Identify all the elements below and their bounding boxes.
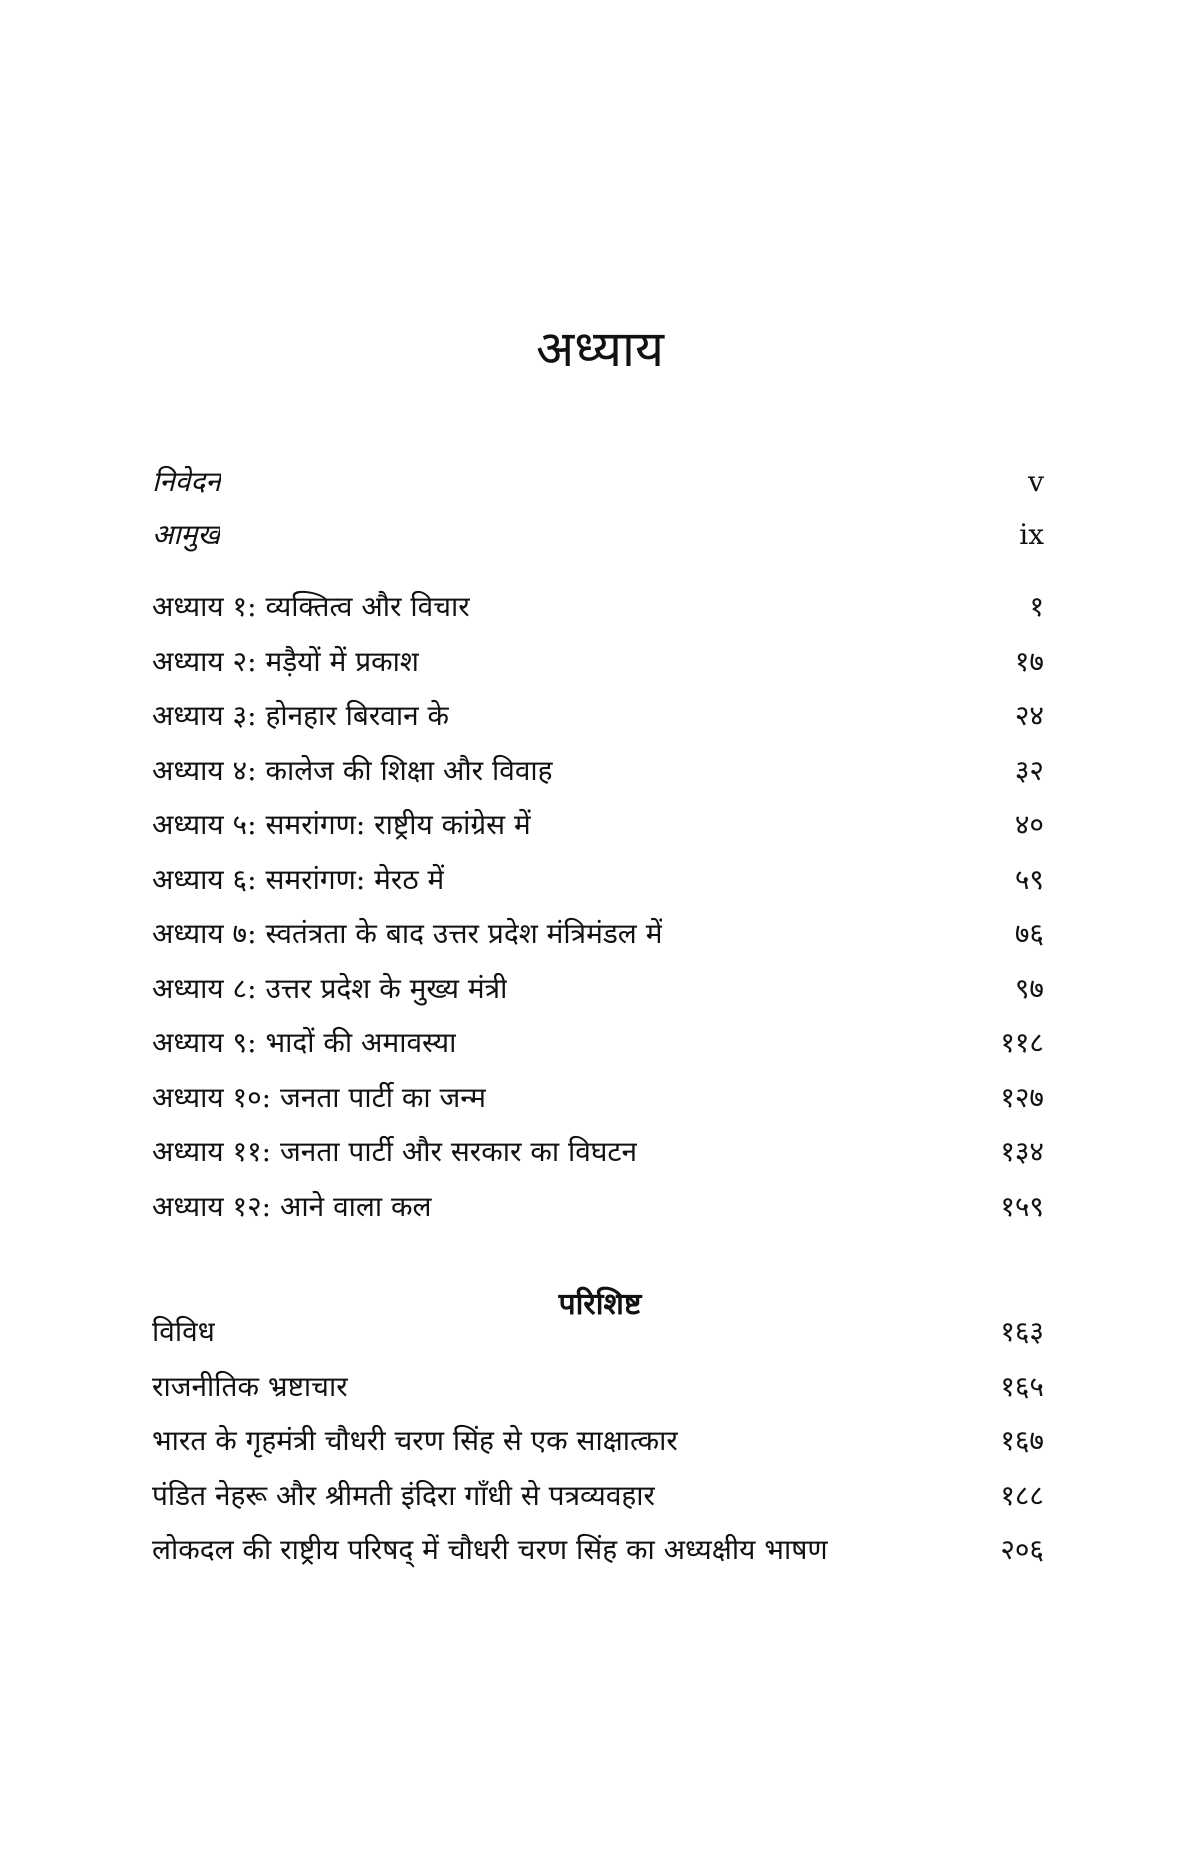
entry-label: अध्याय १२: आने वाला कल bbox=[152, 1189, 432, 1223]
toc-entry[interactable] bbox=[152, 508, 1044, 561]
chapters-list bbox=[152, 580, 1044, 1234]
toc-entry[interactable] bbox=[152, 455, 1044, 508]
entry-page: ix bbox=[1019, 518, 1044, 551]
appendix-heading: परिशिष्ट bbox=[558, 1286, 642, 1322]
toc-entry[interactable] bbox=[152, 1305, 1044, 1360]
entry-label: लोकदल की राष्ट्रीय परिषद् में चौधरी चरण सिंह का अध्यक्षीय भाषण bbox=[152, 1533, 828, 1566]
toc-entry[interactable] bbox=[152, 1360, 1044, 1415]
toc-entry[interactable] bbox=[152, 744, 1044, 799]
entry-page: १७ bbox=[1014, 644, 1044, 678]
entry-page: ११८ bbox=[1000, 1026, 1044, 1059]
entry-page: ९७ bbox=[1014, 971, 1044, 1005]
toc-entry[interactable] bbox=[152, 1469, 1044, 1524]
entry-page: १२७ bbox=[1000, 1080, 1044, 1114]
entry-label: अध्याय २: मड़ैयों में प्रकाश bbox=[152, 644, 419, 678]
entry-page: १८८ bbox=[1000, 1478, 1044, 1512]
entry-page: ३२ bbox=[1014, 753, 1044, 787]
entry-page: १६५ bbox=[1000, 1369, 1044, 1403]
toc-entry[interactable] bbox=[152, 962, 1044, 1017]
entry-label: अध्याय ९: भादों की अमावस्या bbox=[152, 1026, 457, 1059]
entry-page: १६३ bbox=[1000, 1315, 1044, 1348]
entry-page: v bbox=[1028, 465, 1044, 498]
appendix-list bbox=[152, 1305, 1044, 1578]
toc-entry[interactable] bbox=[152, 1523, 1044, 1578]
entry-page: २०६ bbox=[1000, 1533, 1044, 1566]
entry-page: १३४ bbox=[1000, 1135, 1044, 1168]
entry-label: अध्याय १०: जनता पार्टी का जन्म bbox=[152, 1080, 486, 1114]
toc-entry[interactable] bbox=[152, 580, 1044, 635]
page-title: अध्याय bbox=[536, 319, 664, 378]
toc-entry[interactable] bbox=[152, 798, 1044, 853]
entry-label: राजनीतिक भ्रष्टाचार bbox=[152, 1369, 348, 1403]
toc-entry[interactable] bbox=[152, 635, 1044, 690]
preliminaries-list bbox=[152, 455, 1044, 561]
entry-label: अध्याय ४: कालेज की शिक्षा और विवाह bbox=[152, 753, 553, 787]
entry-label: आमुख bbox=[152, 518, 221, 551]
toc-entry[interactable] bbox=[152, 689, 1044, 744]
toc-entry[interactable] bbox=[152, 1071, 1044, 1126]
entry-label: अध्याय ८: उत्तर प्रदेश के मुख्य मंत्री bbox=[152, 971, 508, 1005]
entry-label: अध्याय ३: होनहार बिरवान के bbox=[152, 699, 450, 732]
toc-entry[interactable] bbox=[152, 1180, 1044, 1235]
entry-page: ४० bbox=[1014, 808, 1044, 841]
entry-label: भारत के गृहमंत्री चौधरी चरण सिंह से एक साक्षात्कार bbox=[152, 1424, 678, 1457]
toc-entry[interactable] bbox=[152, 1414, 1044, 1469]
entry-page: १५९ bbox=[1000, 1189, 1044, 1223]
entry-page: १ bbox=[1029, 590, 1044, 623]
toc-entry[interactable] bbox=[152, 1125, 1044, 1180]
entry-label: अध्याय ११: जनता पार्टी और सरकार का विघटन bbox=[152, 1135, 638, 1168]
toc-entry[interactable] bbox=[152, 1016, 1044, 1071]
toc-entry[interactable] bbox=[152, 907, 1044, 962]
entry-label: विविध bbox=[152, 1315, 215, 1348]
entry-page: २४ bbox=[1014, 699, 1044, 732]
entry-label: अध्याय ५: समरांगण: राष्ट्रीय कांग्रेस में bbox=[152, 808, 531, 841]
entry-label: निवेदन bbox=[152, 465, 221, 498]
entry-label: अध्याय ७: स्वतंत्रता के बाद उत्तर प्रदेश मंत्रिमंडल में bbox=[152, 917, 663, 950]
entry-label: अध्याय ६: समरांगण: मेरठ में bbox=[152, 862, 445, 896]
entry-page: ५९ bbox=[1014, 862, 1044, 896]
entry-label: पंडित नेहरू और श्रीमती इंदिरा गाँधी से पत्रव्यवहार bbox=[152, 1478, 655, 1512]
entry-page: १६७ bbox=[1000, 1424, 1044, 1457]
toc-entry[interactable] bbox=[152, 853, 1044, 908]
entry-label: अध्याय १: व्यक्तित्व और विचार bbox=[152, 590, 470, 623]
entry-page: ७६ bbox=[1014, 917, 1044, 950]
